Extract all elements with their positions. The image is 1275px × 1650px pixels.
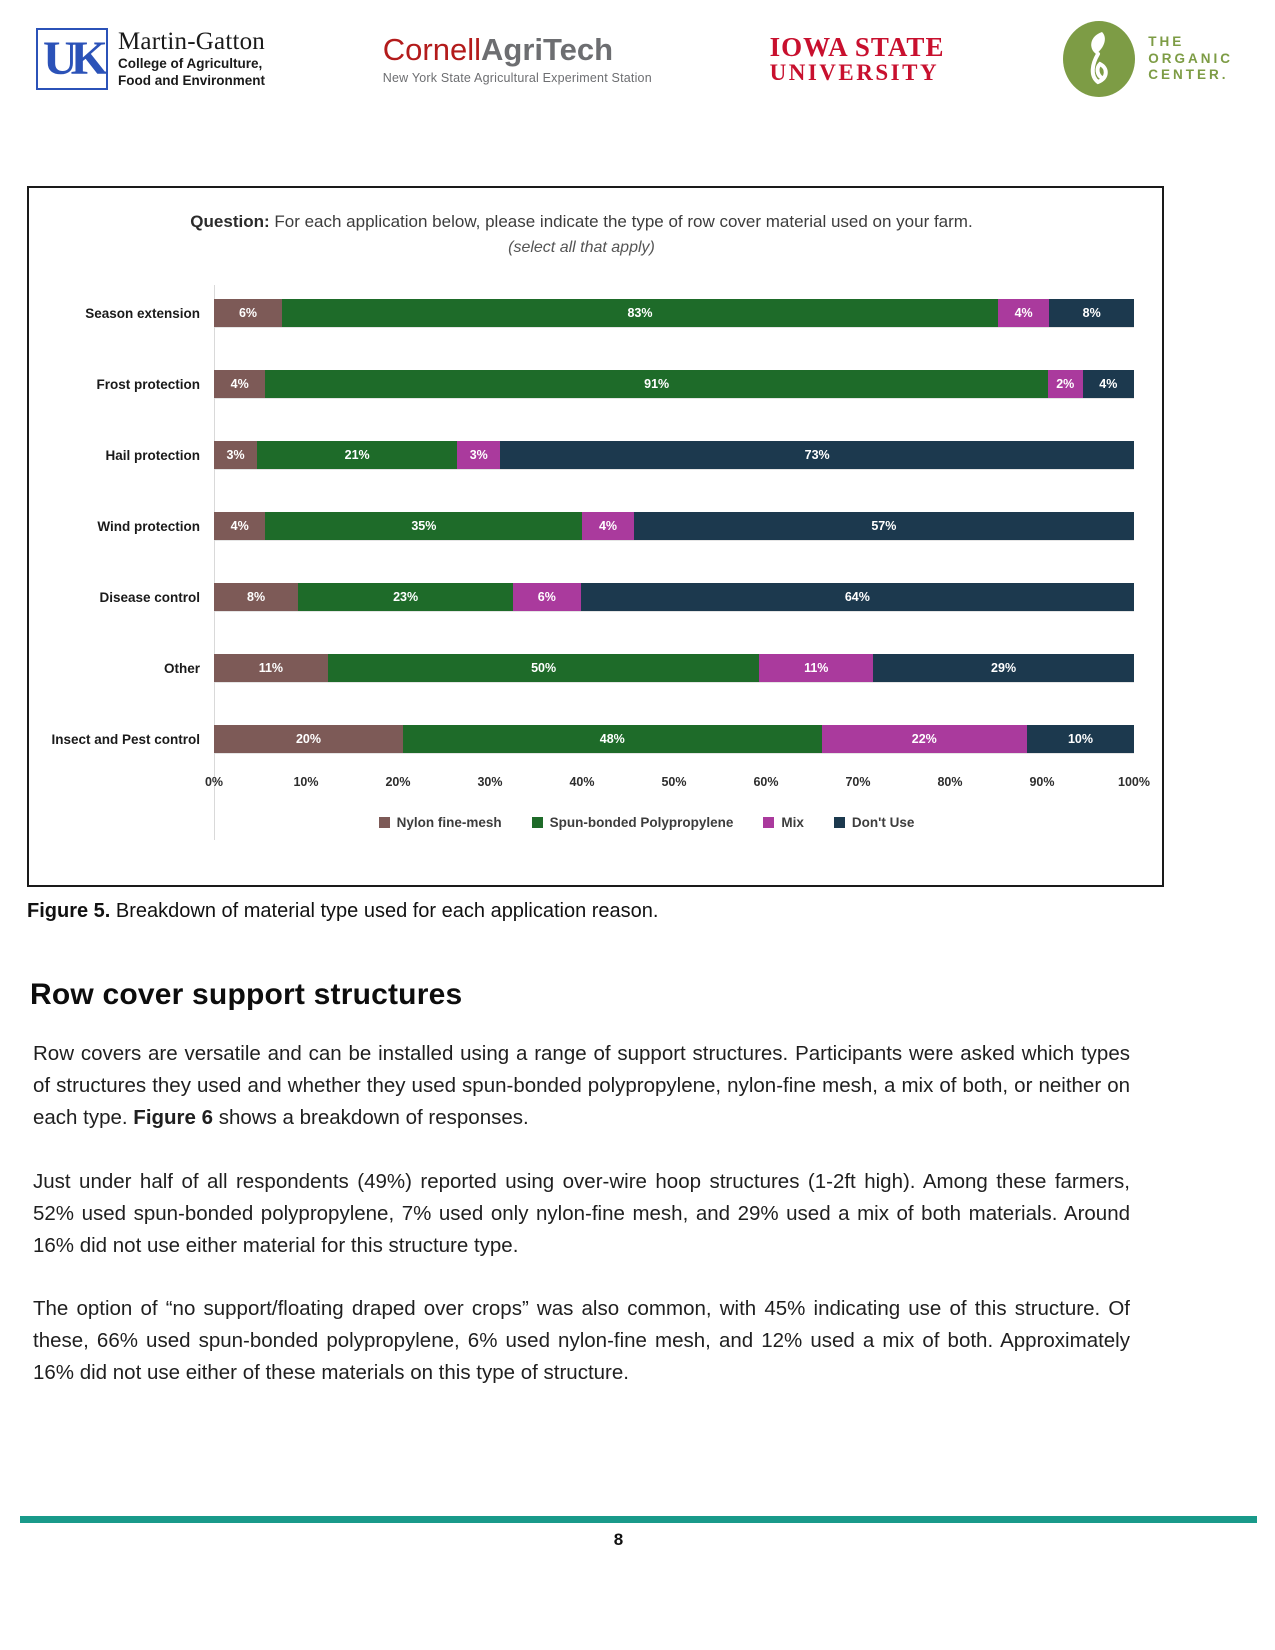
x-tick-label: 20% xyxy=(385,775,411,789)
bar-track xyxy=(214,654,1134,682)
x-tick-label: 90% xyxy=(1029,775,1055,789)
chart-title-prefix: Question: xyxy=(190,212,270,231)
legend-label: Mix xyxy=(781,815,804,830)
bar-segment xyxy=(214,370,265,398)
organic-center-line3: CENTER. xyxy=(1148,67,1229,83)
category-label: Wind protection xyxy=(97,518,200,534)
category-label: Hail protection xyxy=(105,447,200,463)
paragraph-3: The option of “no support/floating draped over crops” was also common, with 45% indicating use of this structure. Of these, 66% used spun-bonded polypropylene, 6% used nylon-fine mesh, and 12% used a mix of both. Approximately 16% did not use either of these materials on this type of structure. xyxy=(33,1297,1130,1385)
bar-segment xyxy=(214,725,403,753)
x-tick-label: 60% xyxy=(753,775,779,789)
bar-track xyxy=(214,583,1134,611)
segment-value-label: 22% xyxy=(911,732,937,746)
footer-rule xyxy=(20,1516,1257,1523)
page-header xyxy=(0,0,1275,104)
legend-item xyxy=(532,815,734,830)
legend-swatch-icon xyxy=(834,817,845,828)
x-tick-label: 80% xyxy=(937,775,963,789)
segment-value-label: 4% xyxy=(230,519,249,533)
bar-segment xyxy=(214,441,257,469)
page-number: 8 xyxy=(613,1530,624,1549)
bar-segment xyxy=(582,512,633,540)
segment-value-label: 4% xyxy=(230,377,249,391)
bar-segment xyxy=(265,370,1048,398)
x-tick-label: 100% xyxy=(1118,775,1150,789)
figure-caption-label: Figure 5. xyxy=(27,900,111,922)
legend-label: Nylon fine-mesh xyxy=(396,815,502,830)
segment-value-label: 29% xyxy=(991,661,1017,675)
legend-swatch-icon xyxy=(532,817,543,828)
organic-center-logo xyxy=(1062,20,1233,98)
iowa-state-line1: IOWA STATE xyxy=(769,31,945,62)
chart-row xyxy=(29,512,1134,540)
legend-swatch-icon xyxy=(763,817,774,828)
category-label: Season extension xyxy=(85,305,200,321)
bar-segment xyxy=(500,441,1134,469)
category-label: Disease control xyxy=(99,589,200,605)
chart-legend xyxy=(159,815,1134,830)
bar-track xyxy=(214,299,1134,327)
segment-value-label: 4% xyxy=(1014,306,1033,320)
segment-value-label: 11% xyxy=(258,661,284,675)
category-label: Other xyxy=(163,660,200,676)
bar-segment xyxy=(513,583,581,611)
bar-segment xyxy=(282,299,998,327)
segment-value-label: 23% xyxy=(393,590,419,604)
segment-value-label: 73% xyxy=(804,448,830,462)
legend-item xyxy=(834,815,914,830)
bar-segment xyxy=(214,299,282,327)
chart-title xyxy=(29,212,1134,232)
paragraph-2: Just under half of all respondents (49%) reported using over-wire hoop structures (1-2ft high). Among these farmers, 52% used spun-bonded polypropylene, 7% used only nylon-fine mesh, and 29% used a mix of both materials. Around 16% did not use either material for this structure type. xyxy=(33,1169,1130,1257)
bar-segment xyxy=(873,654,1134,682)
chart-row xyxy=(29,583,1134,611)
martin-gatton-name: Martin-Gatton xyxy=(118,28,266,56)
segment-value-label: 2% xyxy=(1056,377,1075,391)
bar-track xyxy=(214,512,1134,540)
bar-segment xyxy=(328,654,760,682)
legend-label: Don't Use xyxy=(851,815,915,830)
chart-subtitle: (select all that apply) xyxy=(508,239,655,256)
figure5-chart-panel xyxy=(27,186,1164,887)
paragraph-1-figure-ref: Figure 6 xyxy=(133,1106,214,1130)
segment-value-label: 3% xyxy=(469,448,488,462)
chart-title-text: For each application below, please indicate the type of row cover material used on your farm. xyxy=(269,212,973,231)
y-axis-line xyxy=(214,285,215,840)
martin-gatton-college-line1: College of Agriculture, xyxy=(118,56,263,72)
category-label: Frost protection xyxy=(96,376,200,392)
bar-segment xyxy=(298,583,513,611)
chart-row xyxy=(29,370,1134,398)
iowa-state-logo xyxy=(769,31,945,86)
bar-track xyxy=(214,370,1134,398)
x-axis xyxy=(204,775,1150,793)
segment-value-label: 48% xyxy=(599,732,625,746)
section-heading: Row cover support structures xyxy=(30,978,463,1011)
bar-segment xyxy=(1048,370,1083,398)
chart-row xyxy=(29,299,1134,327)
figure-caption xyxy=(27,900,658,923)
segment-value-label: 35% xyxy=(411,519,437,533)
legend-item xyxy=(379,815,502,830)
bar-segment xyxy=(214,512,265,540)
cornell-wordmark: Cornell xyxy=(382,31,482,67)
cornell-agritech-logo xyxy=(382,31,652,85)
segment-value-label: 21% xyxy=(344,448,370,462)
segment-value-label: 8% xyxy=(1082,306,1101,320)
bar-segment xyxy=(214,583,298,611)
x-tick-label: 30% xyxy=(477,775,503,789)
organic-center-line1: THE xyxy=(1148,33,1185,49)
x-tick-label: 50% xyxy=(661,775,687,789)
segment-value-label: 6% xyxy=(537,590,556,604)
martin-gatton-logo xyxy=(36,28,265,90)
segment-value-label: 11% xyxy=(804,661,829,675)
chart-plot-area xyxy=(29,285,1150,830)
paragraph-1-pre: Row covers are versatile and can be installed using a range of support structures. Participants were asked which types of structures they used and whether they used spun-bonded polypropylene, nylon-fine mesh, a mix of both, or neither on each type. xyxy=(33,1042,1130,1130)
x-tick-label: 40% xyxy=(569,775,595,789)
segment-value-label: 50% xyxy=(531,661,557,675)
segment-value-label: 8% xyxy=(247,590,266,604)
iowa-state-line2: UNIVERSITY xyxy=(769,60,940,86)
segment-value-label: 57% xyxy=(871,519,897,533)
bar-segment xyxy=(265,512,582,540)
segment-value-label: 4% xyxy=(1099,377,1118,391)
chart-row xyxy=(29,441,1134,469)
x-tick-label: 70% xyxy=(845,775,871,789)
bar-segment xyxy=(1083,370,1134,398)
paragraph-1 xyxy=(33,1038,1130,1135)
bar-segment xyxy=(457,441,500,469)
bar-track xyxy=(214,725,1134,753)
bar-segment xyxy=(581,583,1134,611)
figure-caption-text: Breakdown of material type used for each application reason. xyxy=(110,900,659,922)
segment-value-label: 83% xyxy=(627,306,653,320)
chart-rows xyxy=(29,299,1134,753)
legend-label: Spun-bonded Polypropylene xyxy=(549,815,734,830)
uk-logo-icon xyxy=(36,28,108,90)
cornell-subtitle: New York State Agricultural Experiment Station xyxy=(382,70,652,85)
bar-segment xyxy=(1027,725,1134,753)
bar-segment xyxy=(634,512,1134,540)
paragraph-1-post: shows a breakdown of responses. xyxy=(213,1106,529,1130)
bar-segment xyxy=(822,725,1027,753)
agritech-wordmark: AgriTech xyxy=(481,31,614,67)
x-tick-label: 10% xyxy=(293,775,319,789)
segment-value-label: 91% xyxy=(644,377,670,391)
x-tick-label: 0% xyxy=(204,775,224,789)
body-copy xyxy=(33,1038,1130,1421)
segment-value-label: 6% xyxy=(238,306,258,320)
bar-track xyxy=(214,441,1134,469)
category-label: Insect and Pest control xyxy=(51,731,200,747)
chart-row xyxy=(29,654,1134,682)
segment-value-label: 20% xyxy=(295,732,322,746)
martin-gatton-college-line2: Food and Environment xyxy=(118,73,265,88)
organic-center-line2: ORGANIC xyxy=(1148,50,1233,66)
bar-segment xyxy=(403,725,822,753)
segment-value-label: 10% xyxy=(1067,732,1093,746)
svg-text:UK: UK xyxy=(43,32,101,85)
legend-swatch-icon xyxy=(379,817,390,828)
segment-value-label: 64% xyxy=(844,590,870,604)
segment-value-label: 4% xyxy=(598,519,618,533)
segment-value-label: 3% xyxy=(226,448,245,462)
bar-segment xyxy=(759,654,873,682)
legend-item xyxy=(763,815,804,830)
chart-row xyxy=(29,725,1134,753)
bar-segment xyxy=(214,654,328,682)
bar-segment xyxy=(1049,299,1134,327)
bar-segment xyxy=(257,441,457,469)
organic-center-icon xyxy=(1062,20,1136,98)
bar-segment xyxy=(998,299,1049,327)
